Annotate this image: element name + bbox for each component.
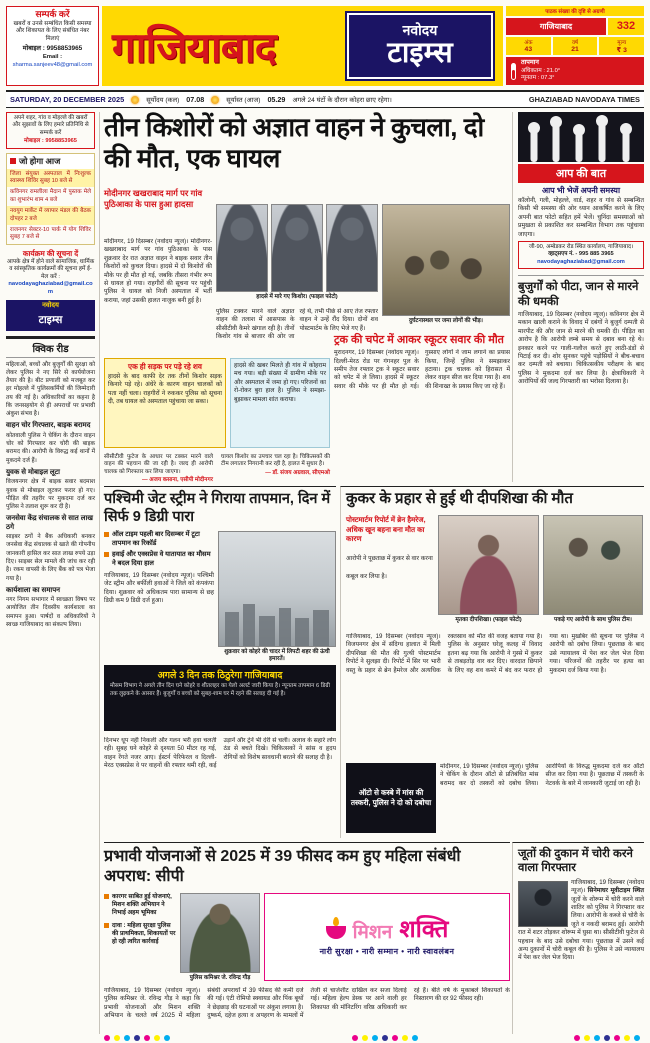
contact-phone: मोबाइल : 9958853965 <box>22 44 83 52</box>
rail-notice: अपने शहर, गांव व मोहल्ले की खबरों और सुझावों के लिए हमारे प्रतिनिधि से सम्पर्क करें मोबाइल : 9958853965 <box>6 112 95 149</box>
aap-address: जी-90, अम्बेडकर रोड स्थित कार्यालय, गाजियाबाद। <box>528 244 634 251</box>
today-event-item: नवयुग मार्केट में व्यापार मंडल की बैठक दोपहर 2 बजे <box>7 206 94 225</box>
year-cell: वर्ष 21 <box>553 37 598 55</box>
weather-headline: पश्चिमी जेट स्ट्रीम ने गिराया तापमान, दिन में सिर्फ 9 डिग्री पारा <box>104 491 331 526</box>
program-notice-body: आपके क्षेत्र में होने वाले सामाजिक, धार्मिक व सांस्कृतिक कार्यक्रमों की सूचना हमें ई-मेल करें : <box>6 258 95 280</box>
temperature-box <box>506 57 644 85</box>
mission-tagline: नारी सुरक्षा • नारी सम्मान • नारी स्वावलंबन <box>319 946 455 956</box>
victim-photo <box>438 515 539 615</box>
left-rail <box>6 112 100 1034</box>
cooker-story-body: गाजियाबाद, 19 दिसम्बर (नवोदय न्यूज)। विजयनगर क्षेत्र में संदिग्ध हालात में मिली दीपशिखा की मौत की गुत्थी पोस्टमार्टम रिपोर्ट ने सुलझा दी। रिपोर्ट में सिर पर भारी वस्तु के प्रहार से ब्रेन हैमरेज और अत्यधिक रक्तस्राव को मौत की वजह बताया गया है। पुलिस के अनुसार घरेलू कलह में विवाद इतना बढ़ गया कि आरोपी ने गुस्से में कुकर से ताबड़तोड़ वार कर दिए। वारदात छिपाने के लिए वह शव कमरे में बंद कर फरार हो गया था। मुखबिर की सूचना पर पुलिस ने आरोपी को दबोच लिया। पूछताछ के बाद उसे न्यायालय में पेश कर जेल भेज दिया गया। परिजनों की तहरीर पर हत्या का मुकदमा दर्ज किया गया है। <box>346 633 644 674</box>
weather-left-column <box>104 531 214 663</box>
reaction-note-box <box>230 358 330 448</box>
quote-attribution: — अजय कसाना, एसीपी मोदीनगर <box>142 477 213 484</box>
quick-read-para: कोतवाली पुलिस ने चेकिंग के दौरान वाहन चोर को गिरफ्तार कर चोरी की बाइक बरामद की। आरोपी के विरुद्ध कई थानों में मुकदमे दर्ज हैं। <box>6 432 95 464</box>
victim-portrait-photo <box>326 204 378 292</box>
shoe-story-headline: जूतों की दुकान में चोरी करने वाला गिरफ्तार <box>518 848 633 875</box>
sunset-label: सूर्यास्त (आज) <box>226 97 261 104</box>
accident-scene-caption: दुर्घटनास्थल पर जमा लोगों की भीड़। <box>409 318 483 324</box>
truck-story-body: मुरादनगर, 19 दिसम्बर (नवोदय न्यूज)। दिल्ली-मेरठ रोड पर गंगनहर पुल के समीप तेज रफ्तार ट्रक ने स्कूटर सवार को चपेट में ले लिया। हादसे में स्कूटर सवार की मौके पर ही मौत हो गई। गुस्साए लोगों ने जाम लगाने का प्रयास किया, जिन्हें पुलिस ने समझाकर हटाया। ट्रक चालक को हिरासत में लेकर वाहन सीज कर दिया गया है। शव की शिनाख्त के प्रयास किए जा रहे हैं। <box>334 349 510 390</box>
raised-fists-graphic <box>518 112 644 162</box>
info-panel <box>506 6 644 86</box>
victim-portrait-photo <box>271 204 323 292</box>
aap-ki-baat-contact <box>518 241 644 269</box>
women-crime-bullet: कारगर साबित हुई योजनाएं, मिशन शक्ति अभियान ने निभाई अहम भूमिका <box>104 893 176 917</box>
quick-read-para: महिलाओं, बच्चों और बुजुर्गों की सुरक्षा को लेकर पुलिस ने नए सिरे से कार्ययोजना तैयार की है। बीट प्रणाली को मजबूत कर हर मोहल्ले में पुलिसकर्मियों की जिम्मेदारी तय की गई है। अधिकारियों का कहना है कि जनसहयोग से ही अपराधों पर प्रभावी अंकुश संभव है। <box>6 361 95 418</box>
quick-read-column <box>6 336 95 630</box>
quote-block: सीसीटीवी फुटेज के आधार पर टक्कर मारने वाले वाहन की पहचान की जा रही है। जल्द ही आरोपी चालक को गिरफ्तार कर लिया जाएगा। — अजय कसाना, एसीपी मोदीनगर <box>104 454 213 484</box>
cooker-murder-story <box>340 486 644 838</box>
masthead <box>102 6 503 86</box>
lead-body: मोदीनगर, 19 दिसम्बर (नवोदय न्यूज)। मोदीनगर-खखराबाद मार्ग पर गांव पुठिआका के पास शुक्रवार देर रात अज्ञात वाहन ने बाइक सवार तीन किशोरों को कुचल दिया। हादसे में दो किशोरों की मौके पर ही मौत हो गई, जबकि तीसरा गंभीर रूप से घायल हो गया। राहगीरों की सूचना पर पहुंची पुलिस ने घायल को निजी अस्पताल में भर्ती कराया, जहां उसकी हालत नाजुक बनी हुई है। <box>104 238 212 304</box>
contact-email-label: Email : <box>42 54 63 61</box>
elder-story-headline: बुजुर्गों को पीटा, जान से मारने की धमकी <box>518 275 644 309</box>
women-crime-bullet: दावा : महिला सुरक्षा पुलिस की प्राथमिकता, शिकायतों पर हो रही त्वरित कार्रवाई <box>104 922 176 946</box>
meat-smuggling-box: ऑटो से कस्बे में मांस की तस्करी, पुलिस ने दो को दबोचा <box>346 763 436 833</box>
note-text: हादसे के बाद काफी देर तक तीनों किशोर सड़क किनारे पड़े रहे। अंधेरे के कारण वाहन चालकों को पता नहीं चला। राहगीरों ने रुककर पुलिस को सूचना दी, तब घायल को अस्पताल पहुंचाया जा सका। <box>108 373 222 406</box>
accident-scene-photo <box>382 204 510 316</box>
lead-body-continued: पुलिस टक्कर मारने वाले अज्ञात वाहन की तलाश में आसपास के सीसीटीवी कैमरे खंगाल रही है। तीनों किशोर गांव से बाजार की ओर जा रहे थे, तभी पीछे से आए तेज रफ्तार वाहन ने उन्हें रौंद दिया। दोनों शव पोस्टमार्टम के लिए भेजे गए हैं। <box>216 308 378 341</box>
fog-photo-caption: शुक्रवार को कोहरे की चादर में लिपटी शहर की ऊंची इमारतें। <box>224 649 330 663</box>
program-email: navodayaghaziabad@gmail.com <box>8 281 93 295</box>
victim-portraits <box>216 204 378 292</box>
masthead-city-title: गाजियाबाद <box>112 23 276 71</box>
today-events-title: जो होगा आज <box>7 154 94 169</box>
sunrise-time: 07.08 <box>186 95 205 104</box>
rail-subhead: जनसेवा केंद्र संचालक से सात लाख ठगे <box>6 515 93 531</box>
temp-title: तापमान <box>521 59 539 67</box>
brand-bottom-text: टाइम्स <box>387 37 453 70</box>
today-event-item: राजनगर सेक्टर-10 पार्क में योग शिविर सुबह 7 बजे से <box>10 227 91 241</box>
truck-story-headline: ट्रक की चपेट में आकर स्कूटर सवार की मौत <box>334 334 504 346</box>
cold-alert-text: मौसम विभाग ने अगले तीन दिन घने कोहरे व शीतलहर का येलो अलर्ट जारी किया है। न्यूनतम तापमान 6 डिग्री तक लुढ़कने के आसार हैं। बुजुर्गों व बच्चों को सुबह-शाम घर में रहने की सलाह दी गई है। <box>110 683 330 697</box>
building-silhouettes <box>219 600 337 646</box>
rail-brand-logo: नवोदय टाइम्स <box>6 300 95 330</box>
aap-ki-baat-subtitle: आप भी भेजें अपनी समस्या <box>541 186 621 195</box>
cooker-headline: कुकर के प्रहार से हुई थी दीपशिखा की मौत <box>346 490 573 507</box>
mission-shakti-graphic <box>264 893 510 981</box>
quote-block: घायल किशोर का उपचार चल रहा है। चिकित्सकों की टीम लगातार निगरानी कर रही है, हालत में सुधार है। — डॉ. संजय अग्रवाल, सीएमओ <box>221 454 330 476</box>
rail-notice-phone: मोबाइल : 9958853965 <box>24 138 77 145</box>
police-commissioner-photo <box>180 893 260 973</box>
brand-english: GHAZIABAD NAVODAYA TIMES <box>528 95 640 104</box>
lead-headline: तीन किशोरों को अज्ञात वाहन ने कुचला, दो की मौत, एक घायल <box>104 112 484 173</box>
contact-email: sharma.sanjeev48@gmail.com <box>12 61 93 68</box>
weather-bullet: ऑल टाइम पहली बार दिसम्बर में टूटा तापमान का रिकॉर्ड <box>104 531 214 548</box>
registration-marks <box>352 1034 418 1041</box>
quote-attribution: — डॉ. संजय अग्रवाल, सीएमओ <box>265 469 330 476</box>
aap-whatsapp: व्हाट्सएप नं. - 995 885 3965 <box>548 251 614 258</box>
sunrise-label: सूर्योदय (कल) <box>146 97 180 104</box>
edition-city: गाजियाबाद <box>506 18 606 35</box>
accused-with-police-photo <box>543 515 643 615</box>
truck-accident-story <box>334 334 510 482</box>
note-title: एक ही सड़क पर पड़े रहे शव <box>127 362 202 371</box>
today-event-item: कविनगर रामलीला मैदान में पुस्तक मेले का शुभारंभ शाम 4 बजे <box>10 189 91 203</box>
shoe-shop-theft-story <box>512 842 644 1034</box>
bullet-square-icon <box>104 923 109 928</box>
program-notice <box>6 249 95 296</box>
masthead-brand-box <box>347 13 493 79</box>
bullet-square-icon <box>104 552 109 557</box>
official-quotes <box>104 454 330 485</box>
rail-subhead: युवक से मोबाइल लूटा <box>6 468 60 476</box>
right-sidebar <box>512 112 644 482</box>
note-text: हादसे की खबर मिलते ही गांव में कोहराम मच गया। बड़ी संख्या में ग्रामीण मौके पर और अस्पताल में जमा हो गए। परिजनों का रो-रोकर बुरा हाल है। पुलिस ने समझा-बुझाकर मामला शांत कराया। <box>234 362 326 403</box>
women-crime-story <box>104 842 510 1034</box>
fog-city-photo <box>218 531 336 647</box>
aap-ki-baat-title: आप की बात <box>518 164 644 183</box>
shoe-story-lead-bold: सिनेमाघर मूवीटाइम स्थित <box>587 887 645 895</box>
contact-title: सम्पर्क करें <box>35 9 70 19</box>
bullet-square-icon <box>104 532 109 537</box>
lead-subhead: मोदीनगर खखराबाद मार्ग पर गांव पुठिआका के पास हुआ हादसा <box>104 188 203 210</box>
mission-word: मिशन <box>352 921 393 943</box>
cold-alert-box <box>104 665 336 731</box>
temp-max: अधिकतम : 21.0° <box>521 67 561 74</box>
sunset-icon <box>211 96 219 104</box>
issue-cell: अंक 43 <box>506 37 551 55</box>
elder-story-body: गाजियाबाद, 19 दिसम्बर (नवोदय न्यूज)। कविनगर क्षेत्र में मकान खाली कराने के विवाद में दबंगों ने बुजुर्ग दम्पती से मारपीट की और जान से मारने की धमकी दी। पीड़ित का आरोप है कि आरोपी लम्बे समय से दबाव बना रहे थे। इनकार करने पर गाली-गलौज करते हुए लाठी-डंडों से पिटाई कर दी। शोर सुनकर पहुंचे पड़ोसियों ने बीच-बचाव कर दम्पती को बचाया। चिकित्सकीय परीक्षण के बाद पुलिस ने मुकदमा दर्ज कर लिया है। क्षेत्राधिकारी ने आरोपियों की जल्द गिरफ्तारी का भरोसा दिलाया है। <box>518 311 644 386</box>
contact-box <box>6 6 99 86</box>
cold-alert-title: अगले 3 दिन तक ठिठुरेगा गाजियाबाद <box>157 669 283 680</box>
victim-photo-caption: मृतका दीपशिखा। (फाइल फोटो) <box>455 617 522 623</box>
brand-top-text: नवोदय <box>402 22 438 39</box>
weather-bullet: हवाई और एक्सप्रेस वे यातायात का मौसम ने बदल दिया हाल <box>104 551 214 568</box>
program-notice-title: कार्यक्रम की सूचना दें <box>22 248 79 258</box>
postmortem-bullet: पोस्टमार्टम रिपोर्ट में ब्रेन हैमरेज, अधिक खून बहना बना मौत का कारण <box>346 515 426 544</box>
bullet-square-icon <box>104 894 109 899</box>
women-crime-body: गाजियाबाद, 19 दिसम्बर (नवोदय न्यूज)। पुलिस कमिश्नर जे. रविन्द्र गौड़ ने कहा कि प्रभावी योजनाओं और मिशन शक्ति अभियान के चलते वर्ष 2025 में महिला संबंधी अपराधों में 39 फीसद की कमी दर्ज की गई। एंटी रोमियो स्क्वायड और पिंक बूथों ने छेड़छाड़ की घटनाओं पर अंकुश लगाया है। दुष्कर्म, दहेज हत्या व अपहरण के मामलों में तेजी से चार्जशीट दाखिल कर सजा दिलाई गई। महिला हेल्प डेस्क पर आने वाली हर शिकायत की मॉनिटरिंग वरिष्ठ अधिकारी कर रहे हैं। बीते वर्ष के मुकाबले शिकायतों के निस्तारण की दर 92 फीसद रही। <box>104 987 510 1020</box>
thermometer-icon <box>511 63 516 80</box>
cooker-bullet-column <box>346 515 434 583</box>
temp-min: न्यूनतम : 07.3° <box>521 75 555 82</box>
today-event-item: जिला संयुक्त अस्पताल में निःशुल्क स्वास्थ्य शिविर सुबह 10 बजे से <box>7 169 94 188</box>
portraits-caption: हादसे में मारे गए किशोर। (फाइल फोटो) <box>256 294 338 300</box>
readers-note: पाठक संख्या की दृष्टि से अग्रणी <box>506 6 644 16</box>
diya-lamp-icon <box>326 926 346 939</box>
quick-read-para: साइबर ठगों ने बैंक अधिकारी बनकर जनसेवा केंद्र संचालक से खाते की गोपनीय जानकारी हासिल कर सात लाख रुपये उड़ा दिए। साइबर सेल मामले की जांच कर रही है। रकम वापसी के लिए बैंक को पत्र भेजा गया है। <box>6 534 95 582</box>
weather-story <box>104 486 336 838</box>
edition-date: SATURDAY, 20 DECEMBER 2025 <box>10 95 125 104</box>
lead-story <box>104 112 510 482</box>
shakti-word: शक्ति <box>399 915 449 943</box>
victim-portrait-photo <box>216 204 268 292</box>
weather-lead: गाजियाबाद, 19 दिसम्बर (नवोदय न्यूज)। पश्चिमी जेट स्ट्रीम और बर्फीली हवाओं ने जिले को कंपकंपा दिया। शुक्रवार को अधिकतम पारा सामान्य से छह डिग्री कम 9 डिग्री दर्ज हुआ। <box>104 571 214 605</box>
date-bar <box>6 90 644 108</box>
cooker-side-note: आरोपी ने पूछताछ में कुकर से वार करना कबूल कर लिया है। <box>346 555 433 581</box>
accused-photo-caption: पकड़े गए आरोपी के साथ पुलिस टीम। <box>554 617 632 623</box>
registration-marks <box>574 1034 640 1041</box>
today-events-box <box>6 153 95 245</box>
cctv-accused-photo <box>518 881 568 927</box>
commissioner-caption: पुलिस कमिश्नर जे. रविन्द्र गौड़ <box>189 975 251 981</box>
fists-icon <box>518 112 644 162</box>
weather-body: दिनभर धूप नहीं निकली और गलन भरी हवा चलती रही। सुबह घने कोहरे से दृश्यता 50 मीटर रह गई, वाहन रेंगते नजर आए। ईस्टर्न पेरिफेरल व दिल्ली-मेरठ एक्सप्रेस वे पर वाहनों की रफ्तार थमी रही, कई उड़ानें और ट्रेनें भी देरी से चलीं। अलाव के सहारे लोग ठंड से बचते दिखे। चिकित्सकों ने सांस व हृदय रोगियों को विशेष सावधानी बरतने की सलाह दी है। <box>104 737 336 770</box>
women-crime-bullets <box>104 893 176 951</box>
women-crime-headline: प्रभावी योजनाओं से 2025 में 39 फीसद कम हुए महिला संबंधी अपराध: सीपी <box>104 848 461 885</box>
price-cell: मूल्य ₹ 3 <box>599 37 644 55</box>
quick-read-para: विजयनगर क्षेत्र में बाइक सवार बदमाश युवक से मोबाइल लूटकर फरार हो गए। पीड़ित की तहरीर पर मुकदमा दर्ज कर पुलिस ने तलाश शुरू कर दी है। <box>6 479 95 511</box>
registration-marks <box>104 1034 170 1041</box>
shoe-story-body: गाजियाबाद, 19 दिसम्बर (नवोदय न्यूज)। सिनेमाघर मूवीटाइम स्थित जूतों के शोरूम में चोरी करने वाले शातिर को पुलिस ने गिरफ्तार कर लिया। आरोपी के कब्जे से चोरी के जूते व नकदी बरामद हुई। आरोपी रात में शटर तोड़कर शोरूम में घुसा था। सीसीटीवी फुटेज से पहचान के बाद उसे दबोचा गया। पूछताछ में उसने कई अन्य दुकानों में चोरी कबूल की है। पुलिस ने उसे न्यायालय में पेश कर जेल भेज दिया। <box>518 878 645 962</box>
bullet-square-icon <box>10 158 16 164</box>
weather-note: अगले 24 घंटों के दौरान कोहरा छाए रहेगा। <box>292 97 392 104</box>
aap-ki-baat-body: कॉलोनी, गली, मोहल्ले, वार्ड, शहर व गांव से सम्बन्धित किसी भी समस्या की ओर ध्यान आकर्षित करने के लिए अपनी बात फोटो सहित हमें भेजें। चुनिंदा समस्याओं को प्रमुखता से प्रकाशित कर सम्बन्धित विभाग तक पहुंचाया जाएगा। <box>518 197 644 238</box>
rail-subhead: वाहन चोर गिरफ्तार, बाइक बरामद <box>6 422 91 430</box>
quick-read-para: नगर निगम सभागार में स्वच्छता विषय पर आयोजित तीन दिवसीय कार्यशाला का समापन हुआ। पार्षदों व अधिकारियों ने स्वच्छ गाजियाबाद का संकल्प लिया। <box>6 597 95 628</box>
aap-email: navodayaghaziabad@gmail.com <box>537 258 625 265</box>
rail-subhead: कार्यशाला का समापन <box>6 586 61 594</box>
sunrise-icon <box>131 96 139 104</box>
contact-line: खबरों व उनसे सम्बंधित किसी समस्या और शिकायत के लिए संबंधित नंबर मिलाएं <box>13 20 92 43</box>
sunset-time: 05.29 <box>267 95 286 104</box>
highlight-note-box <box>104 358 226 448</box>
quick-read-title: क्विक रीड <box>6 341 95 358</box>
edition-number: 332 <box>608 18 644 35</box>
meat-smuggling-body: मोदीनगर, 19 दिसम्बर (नवोदय न्यूज)। पुलिस ने चेकिंग के दौरान ऑटो से प्रतिबंधित मांस बरामद कर दो तस्करों को दबोच लिया। आरोपियों के विरुद्ध मुकदमा दर्ज कर ऑटो सीज कर दिया गया है। पूछताछ में तस्करी के नेटवर्क के बारे में जानकारी जुटाई जा रही है। <box>440 763 644 787</box>
